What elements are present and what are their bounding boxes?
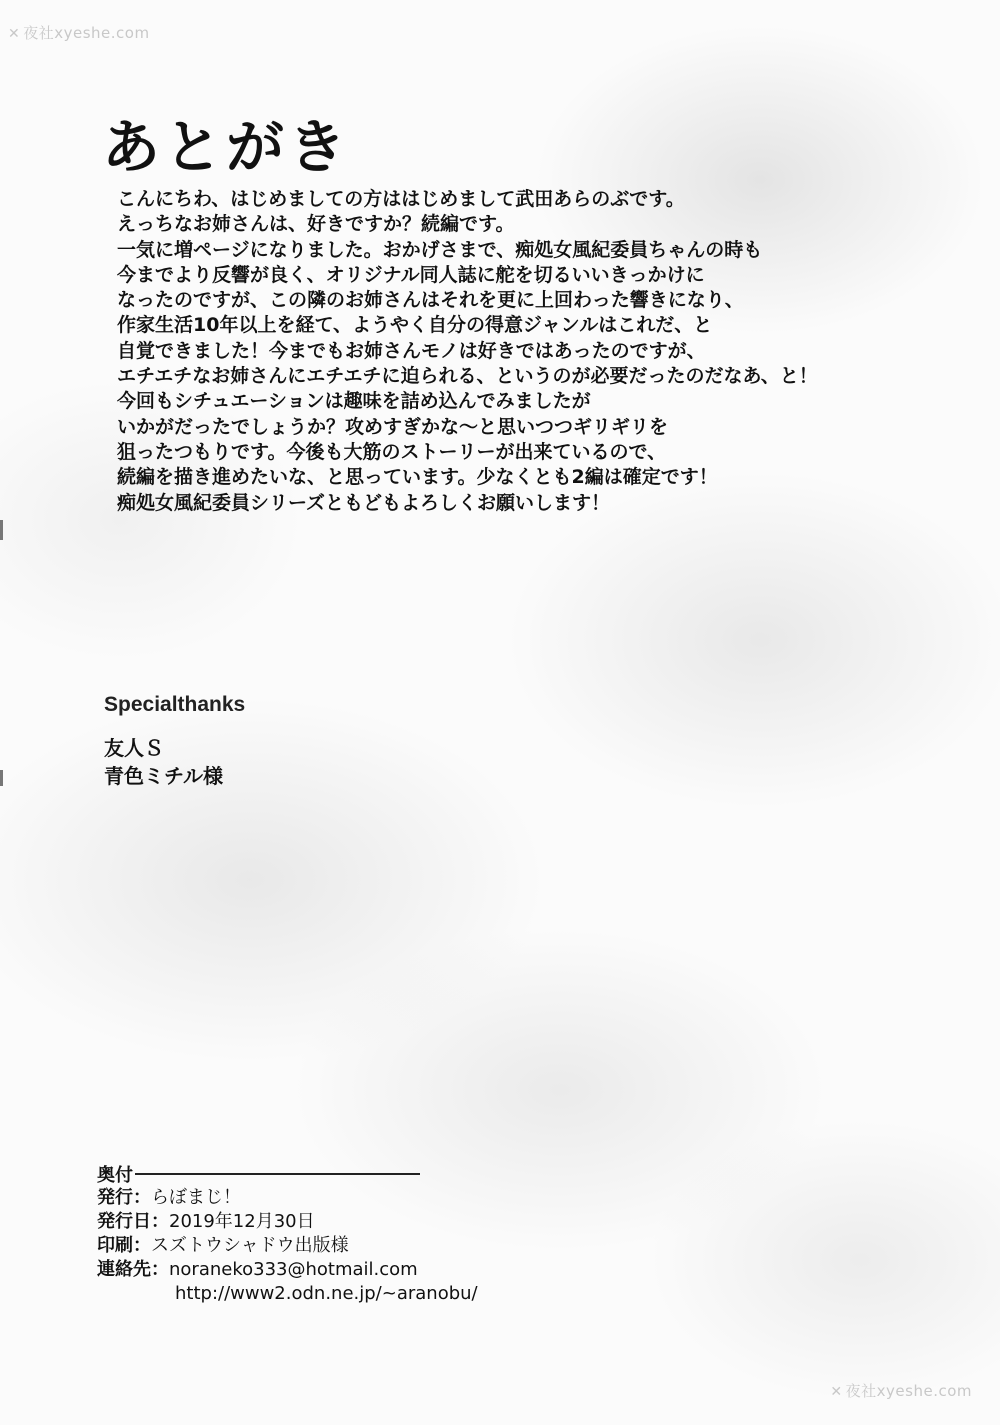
contact-url[interactable]: http://www2.odn.ne.jp/~aranobu/ [175,1283,478,1304]
watermark-bottom [830,1380,972,1401]
watermark-top [8,22,150,43]
colophon-rule [135,1173,420,1175]
colophon-heading: 奥付 [97,1165,133,1186]
afterword-line: エチエチなお姉さんにエチエチに迫られる、というのが必要だったのだなあ、と！ [117,365,818,388]
page-title: あとがき [102,113,351,181]
colophon-printer-row [97,1234,478,1258]
afterword-line: なったのですが、この隣のお姉さんはそれを更に上回わった響きになり、 [117,289,744,312]
watermark-bottom-text: 夜社xyeshe.com [845,1382,972,1400]
publisher-value: らぼまじ！ [151,1187,241,1208]
contact-label: 連絡先： [97,1259,169,1280]
printer-label: 印刷： [97,1235,151,1256]
afterword-line: こんにちわ、はじめましての方ははじめまして武田あらのぶです。 [117,188,685,210]
afterword-line: 一気に増ページになりました。おかげさまで、痴処女風紀委員ちゃんの時も [117,238,763,261]
afterword-body [117,187,987,516]
afterword-line: えっちなお姉さんは、好きですか？続編です。 [117,213,515,236]
colophon-contact-row [97,1258,478,1282]
afterword-line: いかがだったでしょうか？攻めすぎかな～と思いつつギリギリを [117,415,669,438]
page-edge-mark [0,520,3,540]
thanks-name: 友人Ｓ [104,736,164,760]
thanks-name: 青色ミチル様 [104,764,223,788]
afterword-line: 今までより反響が良く、オリジナル同人誌に舵を切るいいきっかけに [117,263,705,286]
afterword-line: 狙ったつもりです。今後も大筋のストーリーが出来ているので、 [117,440,667,463]
publisher-label: 発行： [97,1187,151,1208]
watermark-top-text: 夜社xyeshe.com [23,24,150,42]
contact-email[interactable]: noraneko333@hotmail.com [169,1259,418,1280]
afterword-line: 今回もシチュエーションは趣味を詰め込んでみましたが [117,390,591,413]
special-thanks-list [104,734,223,790]
afterword-line: 痴処女風紀委員シリーズともどもよろしくお願いします！ [117,491,611,514]
colophon-publisher-row [97,1186,478,1210]
watermark-logo-icon: ✕ [830,1384,843,1400]
printer-value: スズトウシャドウ出版様 [151,1235,349,1256]
page-edge-mark [0,770,3,786]
colophon-url-row [97,1282,478,1306]
colophon-date-row [97,1210,478,1234]
afterword-line: 作家生活10年以上を経て、ようやく自分の得意ジャンルはこれだ、と [117,314,713,337]
date-value: 2019年12月30日 [169,1211,315,1232]
watermark-logo-icon: ✕ [8,26,21,42]
afterword-line: 続編を描き進めたいな、と思っています。少なくとも2編は確定です！ [117,466,718,489]
date-label: 発行日： [97,1211,169,1232]
special-thanks-heading: Specialthanks [104,693,246,716]
afterword-line: 自覚できました！今までもお姉さんモノは好きではあったのですが、 [117,339,706,362]
colophon [97,1162,478,1306]
colophon-header [97,1162,478,1186]
